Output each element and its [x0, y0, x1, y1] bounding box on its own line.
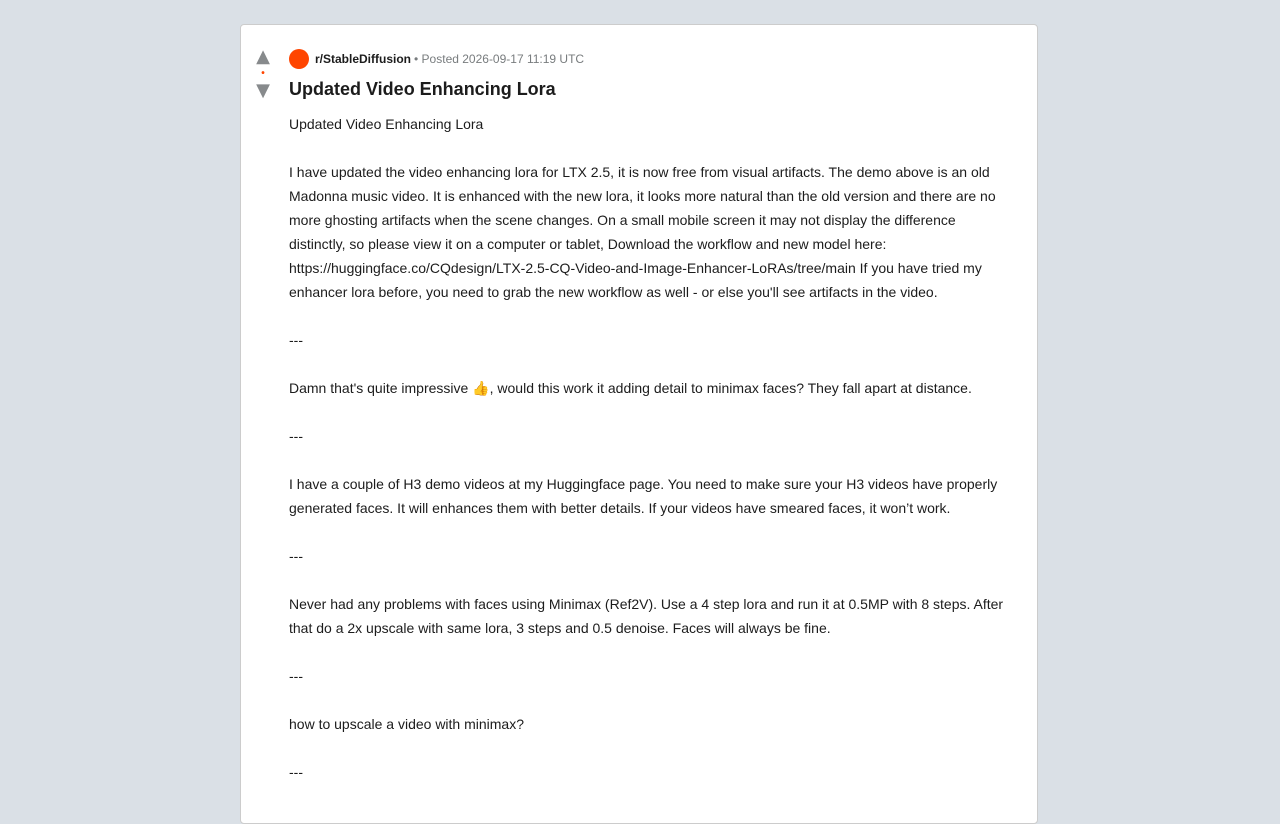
post-content — [289, 112, 1009, 784]
separator: --- — [289, 764, 303, 780]
post-body — [289, 49, 1009, 808]
upvote-icon[interactable]: ▲ — [256, 46, 270, 67]
post-card — [240, 24, 1038, 824]
separator: --- — [289, 332, 303, 348]
post-paragraph: Updated Video Enhancing Lora — [289, 116, 484, 132]
post-paragraph: I have updated the video enhancing lora for LTX 2.5, it is now free from visual artifacts. The demo above is an old Madonna music video. It is enhanced with the new lora, it looks more natural than the old version and there are no more ghosting artifacts when the scene changes. On a small mobile screen it may not display the difference distinctly, so please view it on a computer or tablet, Download the workflow and new model here: https://huggingface.co/CQdesign/LTX-2.5-CQ-Video-and-Image-Enhancer-LoRAs/tree/main If you have tried my enhancer lora before, you need to grab the new workflow as well - or else you'll see artifacts in the video. — [289, 164, 996, 300]
vote-score: • — [261, 68, 265, 79]
comment-text: Damn that's quite impressive 👍, would this work it adding detail to minimax faces? They fall apart at distance. — [289, 380, 972, 396]
separator: --- — [289, 548, 303, 564]
comment-text: Never had any problems with faces using Minimax (Ref2V). Use a 4 step lora and run it at 0.5MP with 8 steps. After that do a 2x upscale with same lora, 3 steps and 0.5 denoise. Faces will always be fine. — [289, 596, 1004, 636]
downvote-icon[interactable]: ▼ — [256, 80, 270, 101]
comment-text: how to upscale a video with minimax? — [289, 716, 525, 732]
post-meta — [289, 49, 1009, 69]
separator: --- — [289, 668, 303, 684]
post-title[interactable]: Updated Video Enhancing Lora — [289, 79, 556, 99]
separator: --- — [289, 428, 303, 444]
subreddit-avatar[interactable] — [289, 49, 309, 69]
vote-column — [251, 47, 275, 101]
comment-text: I have a couple of H3 demo videos at my Huggingface page. You need to make sure your H3 videos have properly generated faces. It will enhances them with better details. If your videos have smeared faces, it won’t work. — [289, 476, 998, 516]
post-timestamp: • Posted 2026-09-17 11:19 UTC — [414, 52, 585, 66]
subreddit-link[interactable]: r/StableDiffusion — [315, 52, 412, 66]
